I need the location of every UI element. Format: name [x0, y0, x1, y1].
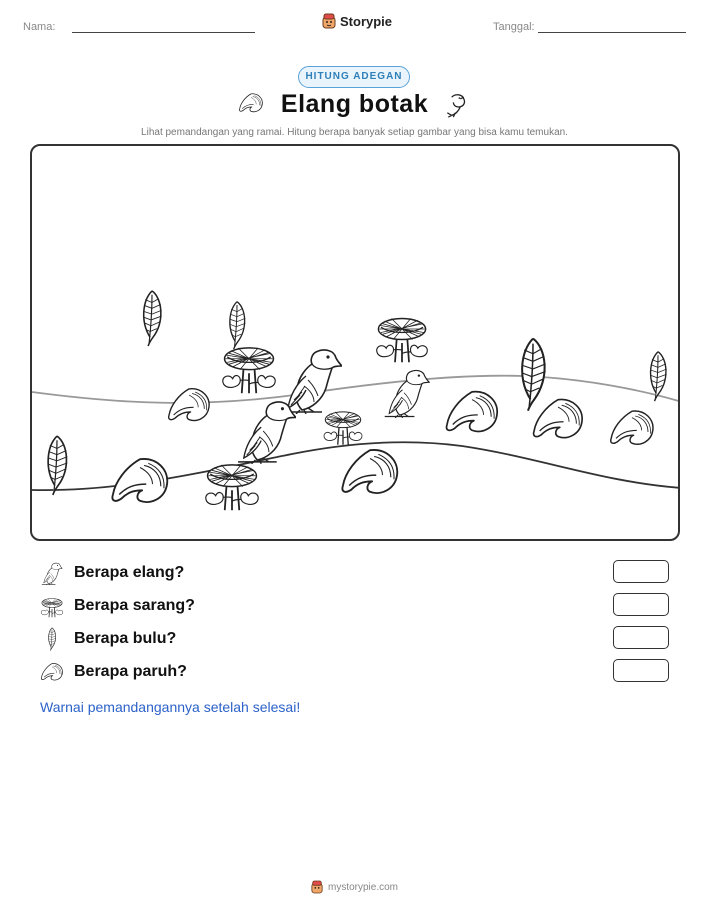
question-beak — [40, 659, 187, 685]
beak-icon — [40, 660, 64, 684]
brand-name: Storypie — [340, 13, 393, 29]
answer-box-beak[interactable] — [613, 659, 669, 682]
far-hill-line — [32, 376, 678, 403]
answer-box-feather[interactable] — [613, 626, 669, 649]
beak — [447, 392, 498, 432]
eagle-icon — [40, 561, 64, 585]
beak — [611, 411, 653, 444]
date-line[interactable] — [538, 32, 686, 33]
name-line[interactable] — [72, 32, 255, 33]
feather — [230, 302, 246, 350]
nest — [206, 465, 258, 510]
question-nest-text: Berapa sarang? — [74, 597, 195, 614]
instructions: Lihat pemandangan yang ramai. Hitung berapa banyak setiap gambar yang bisa kamu temukan. — [141, 127, 568, 138]
feather-icon — [40, 627, 64, 651]
closing-note: Warnai pemandangannya setelah selesai! — [40, 699, 301, 715]
beak — [112, 459, 167, 502]
eagle — [282, 350, 342, 414]
eagle-claw-icon — [443, 92, 469, 118]
question-eagle-text: Berapa elang? — [74, 564, 185, 581]
nest-icon — [40, 594, 64, 618]
beak — [342, 450, 397, 493]
question-nest — [40, 593, 195, 619]
footer-url[interactable]: mystorypie.com — [327, 881, 398, 893]
question-eagle — [40, 560, 184, 586]
storypie-mascot-icon — [322, 13, 336, 29]
scene-illustration — [32, 146, 678, 539]
feather — [522, 339, 546, 411]
storypie-mascot-icon — [311, 880, 323, 894]
answer-box-eagle[interactable] — [613, 560, 669, 583]
footer — [0, 880, 709, 894]
name-label: Nama: — [23, 21, 56, 33]
eagle — [385, 370, 430, 418]
answer-box-nest[interactable] — [613, 593, 669, 616]
question-feather — [40, 626, 176, 652]
beak — [534, 399, 583, 437]
feather — [48, 436, 68, 495]
feather — [143, 291, 161, 346]
question-feather-text: Berapa bulu? — [74, 630, 177, 647]
beak — [169, 389, 209, 421]
nest — [377, 319, 428, 363]
brand-logo — [322, 13, 392, 29]
activity-badge: HITUNG ADEGAN — [298, 66, 410, 88]
counting-scene — [30, 144, 680, 541]
date-label: Tanggal: — [493, 21, 535, 33]
page-title: Elang botak — [280, 90, 429, 118]
question-beak-text: Berapa paruh? — [74, 663, 187, 680]
nest — [324, 412, 362, 445]
nest — [223, 348, 275, 393]
